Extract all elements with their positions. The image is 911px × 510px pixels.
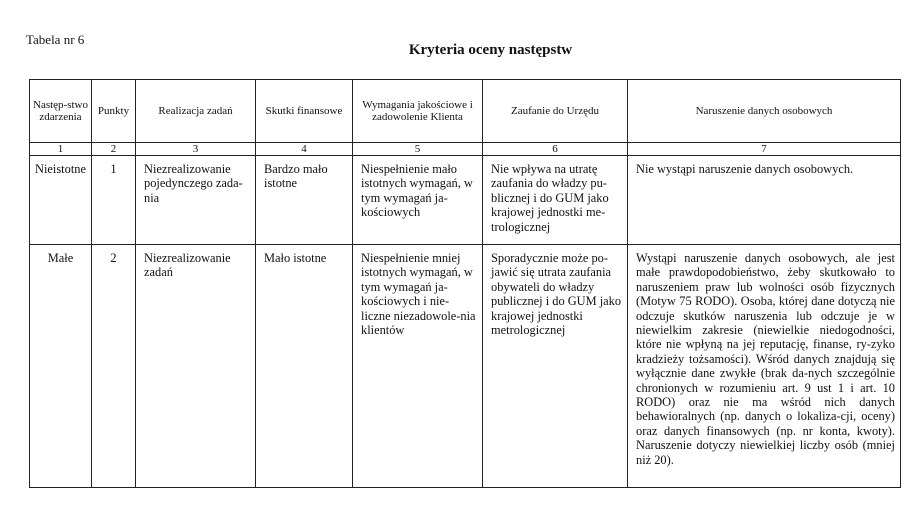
- column-number: 2: [92, 143, 136, 156]
- column-number-row: [30, 143, 901, 156]
- criteria-table: [29, 79, 901, 488]
- points-value: 1: [92, 156, 136, 245]
- header-cell: Zaufanie do Urzędu: [483, 80, 628, 143]
- tasks-cell: Niezrealizowanie zadań: [136, 245, 256, 488]
- financial-cell: Bardzo mało istotne: [256, 156, 353, 245]
- header-cell: Punkty: [92, 80, 136, 143]
- quality-cell: Niespełnienie mało istotnych wymagań, w tym wymagań ja-kościowych: [353, 156, 483, 245]
- consequence-name: Nieistotne: [30, 156, 92, 245]
- consequence-name: Małe: [30, 245, 92, 488]
- column-number: 7: [628, 143, 901, 156]
- column-number: 1: [30, 143, 92, 156]
- column-number: 3: [136, 143, 256, 156]
- table-label: Tabela nr 6: [26, 32, 85, 47]
- quality-cell: Niespełnienie mniej istotnych wymagań, w tym wymagań ja-kościowych i nie-liczne niezadowole-nia klientów: [353, 245, 483, 488]
- trust-cell: Nie wpływa na utratę zaufania do władzy pu-blicznej i do GUM jako krajowej jednostki me-trologicznej: [483, 156, 628, 245]
- trust-cell: Sporadycznie może po-jawić się utrata zaufania obywateli do władzy publicznej i do GUM jako krajowej jednostki metrologicznej: [483, 245, 628, 488]
- table-row: [30, 156, 901, 245]
- header-row: [30, 80, 901, 143]
- tasks-cell: Niezrealizowanie pojedynczego zada-nia: [136, 156, 256, 245]
- document-title: Kryteria oceny następstw: [408, 42, 573, 58]
- column-number: 5: [353, 143, 483, 156]
- header-cell: Następ-stwo zdarzenia: [30, 80, 92, 143]
- table-row: [30, 245, 901, 488]
- column-number: 6: [483, 143, 628, 156]
- header-cell: Skutki finansowe: [256, 80, 353, 143]
- gdpr-cell: Wystąpi naruszenie danych osobowych, ale jest małe prawdopodobieństwo, żeby skutkowało to naruszeniem praw lub wolności osób fizycznych (Motyw 75 RODO). Osoba, której dane dotyczą nie odczuje skutków naruszenia lub odczuje je w niewielkim zakresie (niewielkie niedogodności, które nie wpłyną na jej reputację, finanse, ry-zyko kradzieży tożsamości). Wśród danych znajdują się wyłącznie dane zwykłe (brak da-nych szczególnie chronionych w rozumieniu art. 9 ust 1 i art. 10 RODO) oraz nie ma wśród nich danych behawioralnych (np. danych o lokaliza-cji, oceny) oraz danych finansowych (np. nr konta, kwoty). Naruszenie dotyczy niewielkiej liczby osób (mniej niż 20).: [628, 245, 901, 488]
- header-cell: Realizacja zadań: [136, 80, 256, 143]
- header-cell: Wymagania jakościowe i zadowolenie Klienta: [353, 80, 483, 143]
- financial-cell: Mało istotne: [256, 245, 353, 488]
- points-value: 2: [92, 245, 136, 488]
- column-number: 4: [256, 143, 353, 156]
- gdpr-cell: Nie wystąpi naruszenie danych osobowych.: [628, 156, 901, 245]
- header-cell: Naruszenie danych osobowych: [628, 80, 901, 143]
